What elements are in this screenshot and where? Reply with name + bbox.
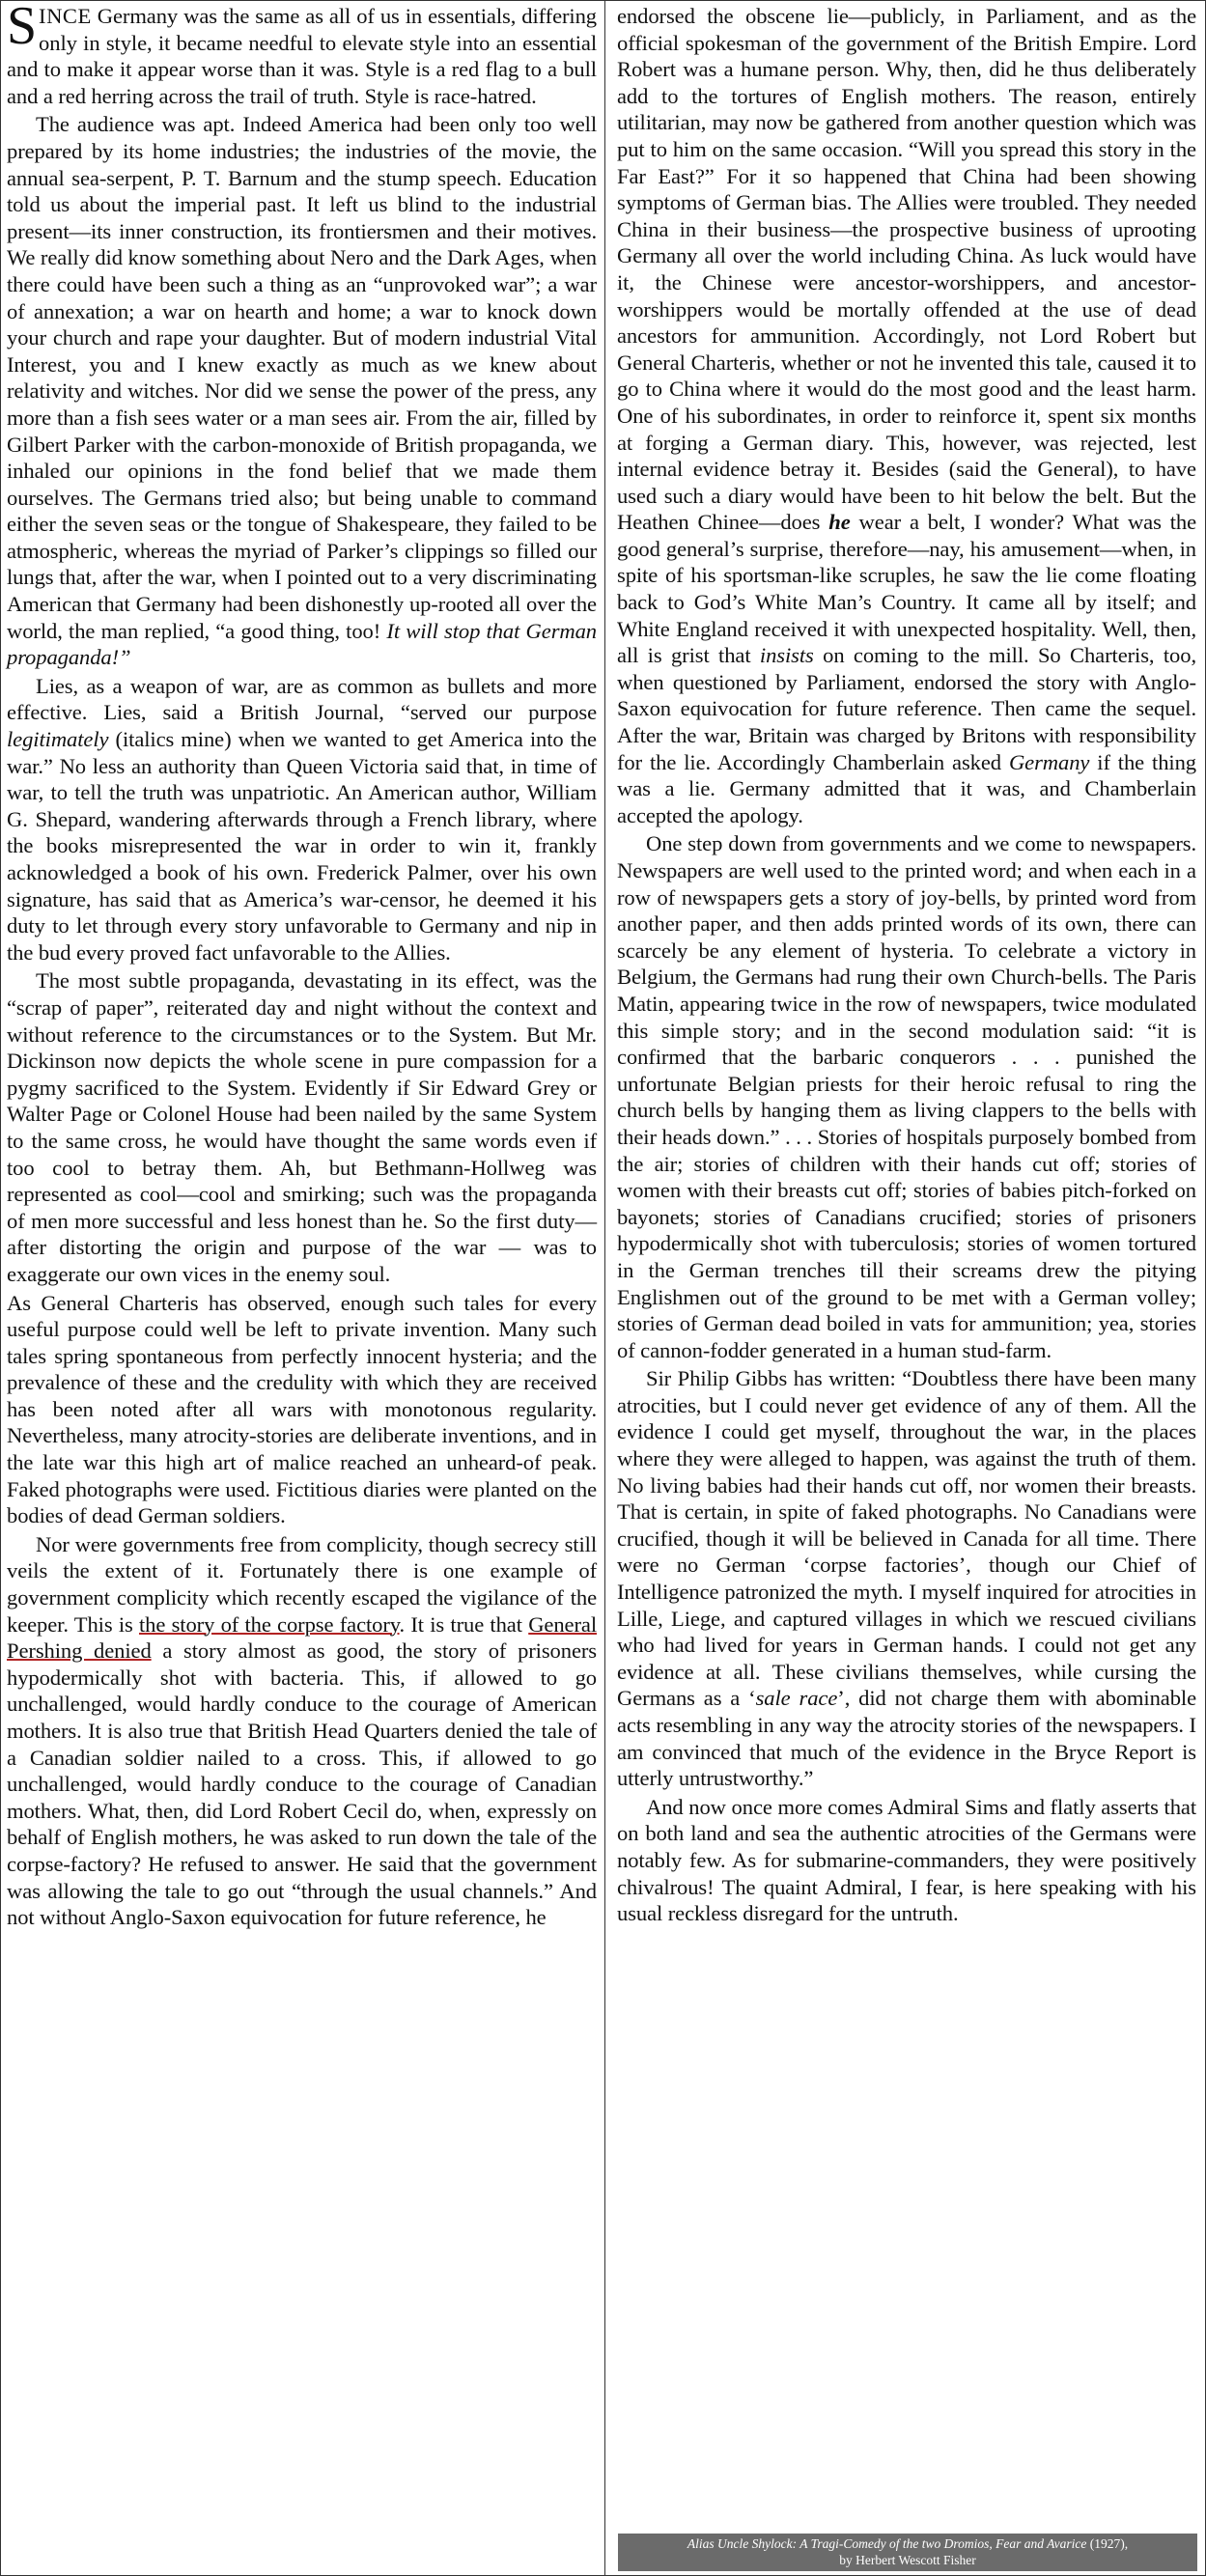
paragraph-text: The most subtle propaganda, devastating in its effect, was the “scrap of paper”, reiterated day and night without the context and without reference to the circumstances or to the System. But Mr. Dickinson now depicts the whole scene in pure compassion for a pygmy sacrificed to the System. Evidently if Sir Edward Grey or Walter Page or Colonel House had been nailed by the same System to the same cross, he would have thought the same words even if too cool to betray them. Ah, but Bethmann-Hollweg was represented as cool—cool and smirking; such was the propaganda of men more successful and less honest than he. So the first duty— after distorting the origin and purpose of the war — was to exaggerate our own vices in the enemy soul. — [7, 968, 597, 1286]
paragraph — [617, 3, 1196, 828]
paragraph-text: Nor were governments free from complicity, though secrecy still veils the extent of it. Fortunately there is one example of government complicity which recently escaped the vigilance of the keeper. This is — [7, 1531, 597, 1637]
paragraph — [7, 1290, 597, 1529]
paragraph-text: As General Charteris has observed, enough such tales for every useful purpose could well be left to private invention. Many such tales spring spontaneous from perfectly innocent hysteria; and the prevalence of these and the credulity with which they are received has been noted after all wars with monotonous regularity. Nevertheless, many atrocity-stories are deliberate inventions, and in the late war this high art of malice reached an unheard-of peak. Faked photographs were used. Fictitious diaries were planted on the bodies of dead German soldiers. — [7, 1290, 597, 1528]
paragraph — [7, 111, 597, 670]
paragraph — [617, 1794, 1196, 1927]
paragraph-text: Germany was the same as all of us in essentials, differing only in style, it became needful to elevate style into an essential and to make it appear worse than it was. Style is a red flag to a bull and a red herring across the trail of truth. Style is race-hatred. — [7, 4, 597, 108]
drop-cap: S — [7, 0, 38, 56]
paragraph — [7, 1531, 597, 1931]
paragraph — [7, 673, 597, 966]
paragraph-text: (italics mine) when we wanted to get America into the war.” No less an authority than Queen Victoria said that, in time of war, to tell the truth was unpatriotic. An American author, William G. Shepard, wandering afterwards through a French library, where the books misrepresented the war in order to win it, frankly acknowledged a book of his own. Frederick Palmer, over his own signature, has said that as America’s war-censor, he deemed it his duty to let through every story unfavorable to Germany and nip in the bud every proved fact unfavorable to the Allies. — [7, 727, 597, 965]
italic-text: insists — [759, 643, 814, 668]
left-column — [1, 1, 605, 2575]
paragraph-text: The audience was apt. Indeed America had been only too well prepared by its home industries; the industries of the movie, the annual sea-serpent, P. T. Barnum and the stump speech. Education told us about the imperial past. It left us blind to the industrial present—its inner construction, its frontiersmen and their motives. We really did know something about Nero and the Dark Ages, when there could have been such a thing as an “unprovoked war”; a war of annexation; a war on hearth and home; a war to knock down your church and rape your daughter. But of modern industrial Vital Interest, you and I knew exactly as much as we knew about relativity and witches. Nor did we sense the power of the press, any more than a fish sees water or a man sees air. From the air, filled by Gilbert Parker with the carbon-monoxide of British propaganda, we inhaled our opinions in the fond belief that we made them ourselves. The Germans tried also; but being unable to command either the seven seas or the tongue of Shakespeare, they failed to be atmospheric, whereas the myriad of Parker’s clippings so filled our lungs that, after the war, when I pointed out to a very discriminating American that Germany had been dishonestly up-rooted all over the world, the man replied, “a good thing, too! — [7, 112, 597, 643]
caption-title: Alias Uncle Shylock: A Tragi-Comedy of the two Dromios, Fear and Avarice — [687, 2536, 1087, 2551]
paragraph-text: ’, did not charge them with abominable acts resembling in any way the atrocity stories of the newspapers. I am convinced that much of the evidence in the Bryce Report is utterly untrustworthy.” — [617, 1686, 1197, 1791]
paragraph-text: One step down from governments and we come to newspapers. Newspapers are well used to the printed word; and when each in a row of newspapers gets a story of joy-bells, by printed word from another paper, and then adds printed words of its own, there can scarcely be any element of hysteria. To celebrate a victory in Belgium, the Germans had rung their own Church-bells. The Paris Matin, appearing twice in the row of newspapers, twice modulated this simple story; and in the second modulation said: “it is confirmed that the barbaric conquerors . . . punished the unfortunate Belgian priests for their heroic refusal to ring the church bells by hanging them as living clappers to the bells with their heads down.” . . . Stories of hospitals purposely bombed from the air; stories of children with their hands cut off; stories of women with their breasts cut off; stories of babies pitch-forked on bayonets; stories of Canadians crucified; stories of prisoners hypodermically shot with tuberculosis; stories of women tortured in the German trenches till their screams drew the pitying Englishmen out of the ground to be met with a German volley; stories of German dead boiled in vats for ammunition; yea, stories of cannon-fodder generated in a human stud-farm. — [617, 831, 1196, 1362]
caption-year: (1927), — [1086, 2536, 1129, 2551]
paragraph-text: on coming to the mill. So Charteris, too, when questioned by Parliament, endorsed the story with Anglo-Saxon equivocation for future reference. Then came the sequel. After the war, Britain was charged by Britons with responsibility for the lie. Accordingly Chamberlain asked — [617, 643, 1196, 774]
right-column — [605, 1, 1206, 2575]
opening-word: INCE — [39, 4, 92, 28]
paragraph-text: Sir Philip Gibbs has written: “Doubtless there have been many atrocities, but I could never get evidence of any of them. All the evidence I could get myself, throughout the war, in the places where they were alleged to happen, was against the truth of them. No living babies had their hands cut off, nor women their breasts. That is certain, in spite of faked photographs. No Canadians were crucified, though it will be believed in Canada for all time. There were no German ‘corpse factories’, though our Chief of Intelligence patronized the myth. I myself inquired for atrocities in Lille, Liege, and captured villages in which we rescued civilians who had lived for years in German hands. I could not get any evidence at all. These civilians themselves, while cursing the Germans as a ‘ — [617, 1366, 1196, 1711]
italic-text: he — [828, 510, 851, 535]
underlined-text: General Pershing denied — [7, 1611, 598, 1664]
paragraph — [7, 0, 597, 109]
paragraph-text: Lies, as a weapon of war, are as common as bullets and more effective. Lies, said a British Journal, “served our purpose — [7, 673, 597, 725]
paragraph-text: a story almost as good, the story of prisoners hypodermically shot with bacteria. This, if allowed to go unchallenged, would hardly conduce to the courage of American mothers. It is also true that British Head Quarters denied the tale of a Canadian soldier nailed to a cross. This, if allowed to go unchallenged, would hardly conduce to the courage of Canadian mothers. What, then, did Lord Robert Cecil do, when, expressly on behalf of English mothers, he was asked to run down the tale of the corpse-factory? He refused to answer. He said that the government was allowing the tale to go out “through the usual channels.” And not without Anglo-Saxon equivocation for future reference, he — [7, 1638, 597, 1930]
underlined-text: the story of the corpse factory — [139, 1611, 400, 1637]
caption-byline: by Herbert Wescott Fisher — [839, 2553, 976, 2567]
paragraph-text: if the thing was a lie. Germany admitted that it was, and Chamberlain accepted the apology. — [617, 749, 1196, 827]
italic-text: sale race — [755, 1686, 838, 1711]
paragraph — [7, 967, 597, 1287]
italic-text: Germany — [1008, 749, 1090, 774]
paragraph — [617, 1365, 1196, 1792]
italic-text: It will stop that German propaganda!” — [7, 618, 597, 670]
italic-text: legitimately — [7, 727, 109, 752]
paragraph — [617, 830, 1196, 1363]
source-caption — [618, 2534, 1197, 2571]
paragraph-text: And now once more comes Admiral Sims and flatly asserts that on both land and sea the authentic atrocities of the Germans were notably few. As for submarine-commanders, they were positively chivalrous! The quaint Admiral, I fear, is here speaking with his usual reckless disregard for the untruth. — [617, 1794, 1196, 1926]
paragraph-text: . It is true that — [399, 1611, 529, 1637]
paragraph-text: endorsed the obscene lie—publicly, in Parliament, and as the official spokesman of the government of the British Empire. Lord Robert was a humane person. Why, then, did he thus deliberately add to the tortures of English mothers. The reason, entirely utilitarian, may now be gathered from another question which was put to him on the same occasion. “Will you spread this story in the Far East?” For it so happened that China had been showing symptoms of German bias. The Allies were troubled. They needed China in their business—the prospective business of uprooting Germany all over the world including China. As luck would have it, the Chinese were ancestor-worshippers, and ancestor-worshippers would be mortally offended at the use of dead ancestors for ammunition. Accordingly, not Lord Robert but General Charteris, whether or not he invented this tale, caused it to go to China where it would do the most good and the least harm. One of his subordinates, in order to reinforce it, spent six months at forging a German diary. This, however, was rejected, lest internal evidence betray it. Besides (said the General), to have used such a diary would have been to hit below the belt. But the Heathen Chinee—does — [617, 4, 1196, 535]
paragraph-text: wear a belt, I wonder? What was the good general’s surprise, therefore—nay, his amusement—when, in spite of his sportsman-like scruples, he saw the lie come floating back to God’s White Man’s Country. It came all by itself; and White England received it with unexpected hospitality. Well, then, all is grist that — [617, 510, 1196, 668]
